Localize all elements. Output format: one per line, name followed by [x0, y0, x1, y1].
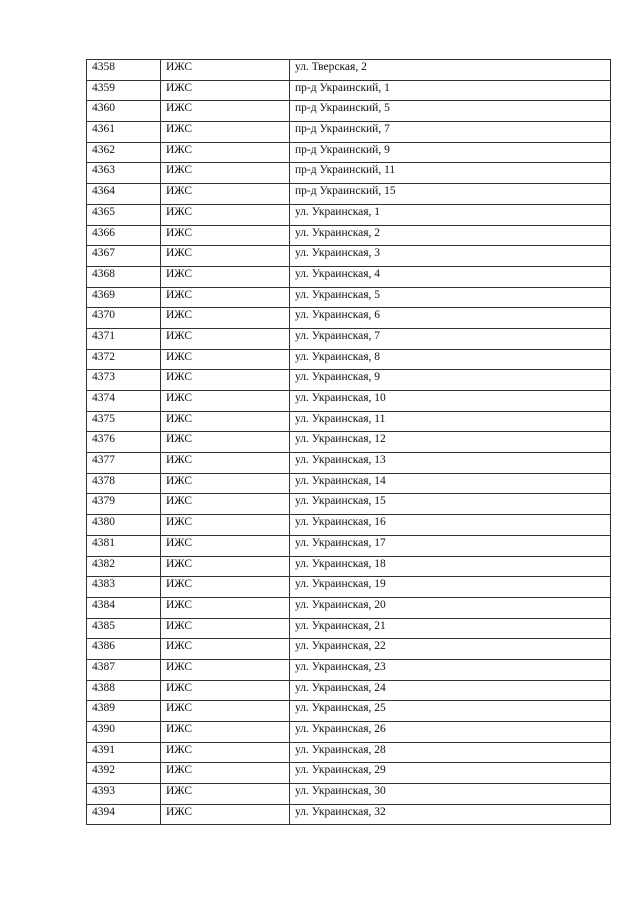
- building-type-cell: ИЖС: [161, 515, 290, 536]
- address-cell: пр-д Украинский, 15: [290, 184, 611, 205]
- row-number-cell: 4372: [87, 349, 161, 370]
- building-type-cell: ИЖС: [161, 80, 290, 101]
- building-type-cell: ИЖС: [161, 597, 290, 618]
- table-row: [87, 473, 611, 494]
- building-type-cell: ИЖС: [161, 349, 290, 370]
- row-number-cell: 4366: [87, 225, 161, 246]
- row-number-cell: 4369: [87, 287, 161, 308]
- table-row: [87, 370, 611, 391]
- table-row: [87, 784, 611, 805]
- row-number-cell: 4387: [87, 659, 161, 680]
- table-row: [87, 804, 611, 825]
- table-row: [87, 722, 611, 743]
- table-row: [87, 515, 611, 536]
- building-type-cell: ИЖС: [161, 411, 290, 432]
- table-row: [87, 60, 611, 81]
- table-row: [87, 163, 611, 184]
- row-number-cell: 4381: [87, 535, 161, 556]
- table-row: [87, 639, 611, 660]
- address-cell: ул. Украинская, 18: [290, 556, 611, 577]
- address-cell: ул. Украинская, 6: [290, 308, 611, 329]
- building-type-cell: ИЖС: [161, 391, 290, 412]
- table-row: [87, 246, 611, 267]
- building-type-cell: ИЖС: [161, 328, 290, 349]
- table-row: [87, 349, 611, 370]
- table-row: [87, 432, 611, 453]
- row-number-cell: 4373: [87, 370, 161, 391]
- building-type-cell: ИЖС: [161, 804, 290, 825]
- row-number-cell: 4384: [87, 597, 161, 618]
- row-number-cell: 4380: [87, 515, 161, 536]
- address-cell: ул. Украинская, 28: [290, 742, 611, 763]
- table-row: [87, 225, 611, 246]
- address-cell: ул. Украинская, 9: [290, 370, 611, 391]
- building-type-cell: ИЖС: [161, 287, 290, 308]
- table-row: [87, 577, 611, 598]
- row-number-cell: 4367: [87, 246, 161, 267]
- building-type-cell: ИЖС: [161, 535, 290, 556]
- registry-table-body: [87, 60, 611, 825]
- address-cell: пр-д Украинский, 11: [290, 163, 611, 184]
- address-cell: ул. Украинская, 29: [290, 763, 611, 784]
- table-row: [87, 453, 611, 474]
- table-row: [87, 287, 611, 308]
- row-number-cell: 4375: [87, 411, 161, 432]
- table-row: [87, 122, 611, 143]
- address-cell: ул. Украинская, 25: [290, 701, 611, 722]
- row-number-cell: 4382: [87, 556, 161, 577]
- address-cell: ул. Украинская, 21: [290, 618, 611, 639]
- address-registry-table: [86, 59, 611, 825]
- building-type-cell: ИЖС: [161, 680, 290, 701]
- row-number-cell: 4393: [87, 784, 161, 805]
- table-row: [87, 597, 611, 618]
- row-number-cell: 4377: [87, 453, 161, 474]
- address-cell: ул. Украинская, 15: [290, 494, 611, 515]
- table-row: [87, 494, 611, 515]
- row-number-cell: 4360: [87, 101, 161, 122]
- address-cell: пр-д Украинский, 7: [290, 122, 611, 143]
- table-row: [87, 742, 611, 763]
- address-cell: ул. Украинская, 16: [290, 515, 611, 536]
- row-number-cell: 4379: [87, 494, 161, 515]
- building-type-cell: ИЖС: [161, 494, 290, 515]
- building-type-cell: ИЖС: [161, 142, 290, 163]
- building-type-cell: ИЖС: [161, 266, 290, 287]
- address-cell: ул. Украинская, 14: [290, 473, 611, 494]
- building-type-cell: ИЖС: [161, 308, 290, 329]
- address-cell: ул. Украинская, 8: [290, 349, 611, 370]
- address-cell: ул. Украинская, 11: [290, 411, 611, 432]
- row-number-cell: 4378: [87, 473, 161, 494]
- row-number-cell: 4365: [87, 204, 161, 225]
- table-row: [87, 142, 611, 163]
- row-number-cell: 4386: [87, 639, 161, 660]
- table-row: [87, 701, 611, 722]
- address-cell: ул. Украинская, 17: [290, 535, 611, 556]
- row-number-cell: 4368: [87, 266, 161, 287]
- row-number-cell: 4376: [87, 432, 161, 453]
- address-cell: ул. Украинская, 22: [290, 639, 611, 660]
- table-row: [87, 266, 611, 287]
- address-cell: ул. Украинская, 24: [290, 680, 611, 701]
- address-cell: ул. Украинская, 3: [290, 246, 611, 267]
- address-cell: ул. Украинская, 23: [290, 659, 611, 680]
- building-type-cell: ИЖС: [161, 639, 290, 660]
- table-row: [87, 556, 611, 577]
- building-type-cell: ИЖС: [161, 577, 290, 598]
- table-row: [87, 535, 611, 556]
- table-row: [87, 204, 611, 225]
- row-number-cell: 4364: [87, 184, 161, 205]
- building-type-cell: ИЖС: [161, 763, 290, 784]
- building-type-cell: ИЖС: [161, 101, 290, 122]
- row-number-cell: 4390: [87, 722, 161, 743]
- address-cell: пр-д Украинский, 9: [290, 142, 611, 163]
- address-cell: ул. Тверская, 2: [290, 60, 611, 81]
- row-number-cell: 4389: [87, 701, 161, 722]
- row-number-cell: 4385: [87, 618, 161, 639]
- building-type-cell: ИЖС: [161, 473, 290, 494]
- row-number-cell: 4374: [87, 391, 161, 412]
- building-type-cell: ИЖС: [161, 370, 290, 391]
- address-cell: ул. Украинская, 5: [290, 287, 611, 308]
- row-number-cell: 4358: [87, 60, 161, 81]
- address-cell: ул. Украинская, 7: [290, 328, 611, 349]
- table-row: [87, 184, 611, 205]
- building-type-cell: ИЖС: [161, 204, 290, 225]
- address-cell: ул. Украинская, 32: [290, 804, 611, 825]
- row-number-cell: 4361: [87, 122, 161, 143]
- address-cell: ул. Украинская, 10: [290, 391, 611, 412]
- address-cell: ул. Украинская, 2: [290, 225, 611, 246]
- building-type-cell: ИЖС: [161, 618, 290, 639]
- row-number-cell: 4394: [87, 804, 161, 825]
- building-type-cell: ИЖС: [161, 784, 290, 805]
- address-cell: ул. Украинская, 26: [290, 722, 611, 743]
- table-row: [87, 680, 611, 701]
- building-type-cell: ИЖС: [161, 722, 290, 743]
- table-row: [87, 391, 611, 412]
- building-type-cell: ИЖС: [161, 453, 290, 474]
- building-type-cell: ИЖС: [161, 659, 290, 680]
- row-number-cell: 4362: [87, 142, 161, 163]
- row-number-cell: 4383: [87, 577, 161, 598]
- address-cell: ул. Украинская, 13: [290, 453, 611, 474]
- address-cell: ул. Украинская, 1: [290, 204, 611, 225]
- table-row: [87, 411, 611, 432]
- building-type-cell: ИЖС: [161, 742, 290, 763]
- building-type-cell: ИЖС: [161, 701, 290, 722]
- building-type-cell: ИЖС: [161, 184, 290, 205]
- building-type-cell: ИЖС: [161, 246, 290, 267]
- row-number-cell: 4363: [87, 163, 161, 184]
- row-number-cell: 4392: [87, 763, 161, 784]
- address-cell: ул. Украинская, 4: [290, 266, 611, 287]
- building-type-cell: ИЖС: [161, 163, 290, 184]
- building-type-cell: ИЖС: [161, 432, 290, 453]
- building-type-cell: ИЖС: [161, 225, 290, 246]
- table-row: [87, 80, 611, 101]
- address-cell: пр-д Украинский, 1: [290, 80, 611, 101]
- row-number-cell: 4371: [87, 328, 161, 349]
- address-cell: ул. Украинская, 20: [290, 597, 611, 618]
- table-row: [87, 328, 611, 349]
- address-cell: ул. Украинская, 12: [290, 432, 611, 453]
- address-cell: ул. Украинская, 19: [290, 577, 611, 598]
- row-number-cell: 4370: [87, 308, 161, 329]
- building-type-cell: ИЖС: [161, 60, 290, 81]
- address-cell: ул. Украинская, 30: [290, 784, 611, 805]
- table-row: [87, 659, 611, 680]
- table-row: [87, 618, 611, 639]
- building-type-cell: ИЖС: [161, 122, 290, 143]
- address-cell: пр-д Украинский, 5: [290, 101, 611, 122]
- table-row: [87, 763, 611, 784]
- row-number-cell: 4359: [87, 80, 161, 101]
- table-row: [87, 308, 611, 329]
- row-number-cell: 4388: [87, 680, 161, 701]
- row-number-cell: 4391: [87, 742, 161, 763]
- table-row: [87, 101, 611, 122]
- building-type-cell: ИЖС: [161, 556, 290, 577]
